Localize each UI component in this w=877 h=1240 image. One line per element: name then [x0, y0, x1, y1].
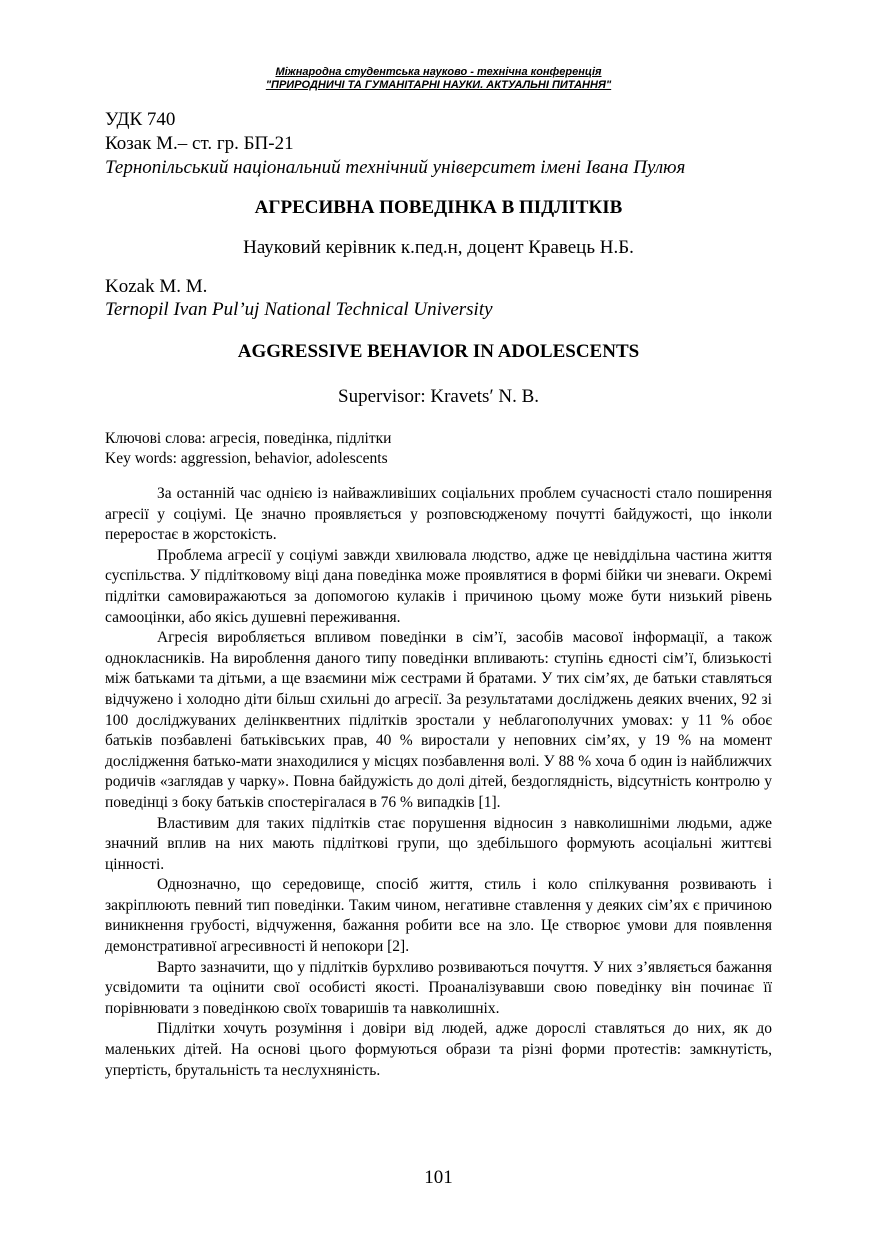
university-en: Ternopil Ivan Pul’uj National Technical University [105, 299, 493, 320]
body-paragraph: Однозначно, що середовище, спосіб життя, стиль і коло спілкування розвивають і закріплюють певний тип поведінки. Таким чином, негативне ставлення у деяких сім’ях є причиною виникнення грубості, відчуження, бажання робити все на зло. Це створює умови для появлення демонстративної агресивності й непокори [2]. [105, 876, 772, 956]
body-paragraph: Агресія виробляється впливом поведінки в сім’ї, засобів масової інформації, а також однокласників. На вироблення даного типу поведінки впливають: ступінь єдності сім’ї, близькості між батьками та дітьми, а ще взаємини між сестрами й братами. У тих сім’ях, де батьки ставляться відчужено і холодно діти більш схильні до агресії. За результатами досліджень деяких вчених, 92 зі 100 досліджуваних делінквентних підлітків зростали у неблагополучних умовах: у 11 % обоє батьків позбавлені батьківських прав, 40 % виростали у неповних сім’ях, у 19 % на момент дослідження батько-мати знаходилися у місцях позбавлення волі. У 88 % хоча б один із найближчих родичів «заглядав у чарку». Повна байдужість до долі дітей, бездоглядність, відсутність контролю у поведінці з боку батьків спостерігалася в 76 % випадків [1]. [105, 629, 772, 811]
supervisor-en: Supervisor: Kravets′ N. B. [338, 386, 539, 407]
article-body [105, 484, 772, 1081]
keywords-en: Key words: aggression, behavior, adolescents [105, 450, 388, 467]
author-en: Kozak M. M. [105, 276, 208, 297]
udk-code: УДК 740 [105, 109, 176, 130]
supervisor-ua: Науковий керівник к.пед.н, доцент Кравець Н.Б. [243, 237, 634, 258]
body-paragraph: За останній час однією із найважливіших соціальних проблем сучасності стало поширення агресії у соціумі. Це значно проявляється у розповсюдженому почутті байдужості, що інколи переростає в жорстокість. [105, 485, 772, 544]
body-paragraph: Проблема агресії у соціумі завжди хвилювала людство, адже це невіддільна частина життя суспільства. У підлітковому віці дана поведінка може проявлятися в формі бійки чи зневаги. Окремі підлітки самовиражаються за допомогою кулаків і причиною цьому може бути низький рівень самооцінки, або якісь душевні переживання. [105, 546, 772, 626]
page-number: 101 [424, 1167, 453, 1188]
body-paragraph: Властивим для таких підлітків стає порушення відносин з навколишніми людьми, адже значний вплив на них мають підліткові групи, що здебільшого формують асоціальні життєві цінності. [105, 814, 772, 873]
body-paragraph: Варто зазначити, що у підлітків бурхливо розвиваються почуття. У них з’являється бажання усвідомити та оцінити свої особисті якості. Проаналізувавши свою поведінку він починає її порівнювати з поведінкою своїх товаришів та навколишніх. [105, 958, 772, 1017]
conference-name: Міжнародна студентська науково - технічна конференція [275, 66, 602, 78]
author-ua: Козак М.– ст. гр. БП-21 [105, 133, 294, 154]
paper-title-ua: АГРЕСИВНА ПОВЕДІНКА В ПІДЛІТКІВ [254, 197, 623, 218]
paper-title-en: AGGRESSIVE BEHAVIOR IN ADOLESCENTS [237, 341, 640, 362]
conference-header [0, 66, 877, 92]
conference-theme: "ПРИРОДНИЧІ ТА ГУМАНІТАРНІ НАУКИ. АКТУАЛЬНІ ПИТАННЯ" [265, 79, 612, 91]
body-paragraph: Підлітки хочуть розуміння і довіри від людей, адже дорослі ставляться до них, як до маленьких дітей. На основі цього формуються образи та різні форми протестів: замкнутість, упертість, брутальність та неслухняність. [105, 1020, 772, 1079]
keywords-ua: Ключові слова: агресія, поведінка, підлітки [105, 430, 392, 447]
university-ua: Тернопільський національний технічний університет імені Івана Пулюя [105, 157, 686, 178]
